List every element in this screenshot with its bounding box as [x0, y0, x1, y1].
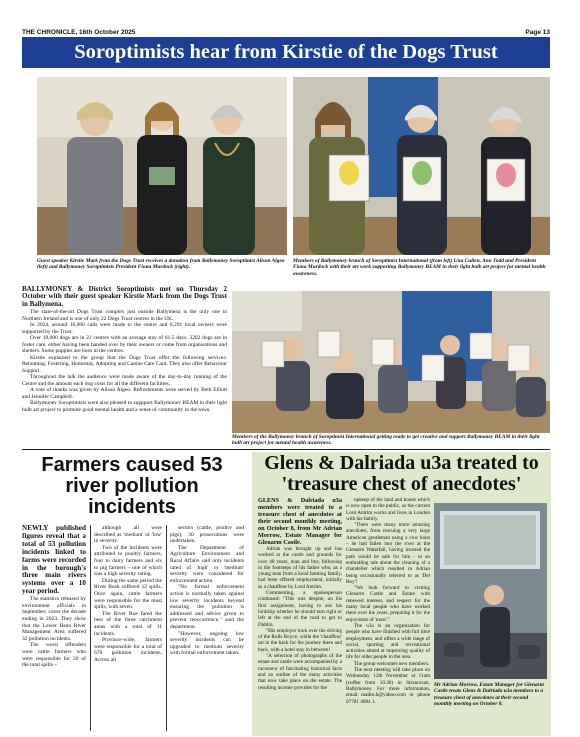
- photo-adrian-morrow: [434, 503, 547, 679]
- soroptimists-article: [22, 286, 227, 432]
- article-paragraph: In 2024, around 16,000 calls were made to the centre and 8,291 local owners were supported by the Trust.: [22, 322, 227, 335]
- caption-photo2: Members of Ballymoney branch of Soroptimist International (from left) Una Cullen, Ann Todd and President Fiona Murdock with their art work supporting Ballymoney BEAM in their light bulb art project for mental health awareness.: [293, 258, 546, 277]
- caption-photo4: Mr Adrian Morrow, Estate Manager for Glenarm Castle treats Glens & Dalriada u3a members to a treasure chest of anecdotes at their second monthly meeting on October 8.: [434, 682, 544, 707]
- page-header: [22, 27, 550, 37]
- glens-paragraph: "We look forward to visiting Glenarm Castle and Estate with renewed interest, and respect for the many local people who have worked there over the years, preparing it for the enjoyment of 'most'.": [346, 585, 430, 623]
- farmers-paragraph: "No formal enforcement action is normally taken against low severity incidents beyond ensuring the pollution is addressed and advice given to prevent reoccurrence," said the department.: [170, 584, 244, 630]
- caption-photo3: Members of the Ballymoney branch of Soroptimist International getting ready to get creative and support Ballymoney BEAM in their light bulb art project for mental health awareness.: [232, 434, 540, 447]
- column-rule: [166, 525, 167, 731]
- article-lead: BALLYMONEY & District Soroptimists met on Thursday 2 October with their guest speaker Kirstie Mark from the Dogs Trust in Ballymena.: [22, 286, 227, 308]
- photo-dogs-trust-donation: [37, 77, 287, 255]
- farmers-headline: Farmers caused 53 river pollution incidents: [41, 454, 223, 518]
- article-paragraph: Over 10,000 dogs are in 22 centres with an average stay of 61.5 days. 3202 dogs are in foster care, either having been handed over by their owners or come from organisations and shelters. Some puppies are born in the centres.: [22, 335, 227, 355]
- farmers-column-1: [22, 525, 86, 733]
- farmers-paragraph: although all were described as 'medium' or 'low' in severity.: [94, 525, 162, 545]
- article-paragraph: A vote of thanks was given by Alison Algeo. Refreshments were served by Beth Elliott and Jennifer Campbell.: [22, 387, 227, 400]
- glens-paragraph: The u3a is an organisation for people who have finished with full time employment, and offers a wide range of social, sporting and recreational activities aimed at improving quality of life for older people in the area.: [346, 622, 430, 661]
- photo-beam-lightbulb-art: [293, 77, 550, 255]
- farmers-column-2: [94, 525, 162, 733]
- farmers-paragraph: The statistics released by environment officials in September, cover the decade ending in 2023. They show that the Lower Bann River Management Area suffered 32 pollution incidents.: [22, 596, 86, 642]
- glens-paragraph: "A selection of photographs of the estate and castle were accompanied by a raconteur of fascinating historical facts and an outline of the many activities that now take place on the estate. The resulting income provides for the: [258, 653, 342, 691]
- glens-headline: Glens & Dalriada u3a treated to 'treasure chest of anecdotes': [264, 452, 539, 495]
- glens-column-2: [346, 497, 430, 733]
- masthead: THE CHRONICLE, 16th October 2025: [22, 28, 136, 36]
- glens-paragraph: "His employer took over the driving of the Rolls Royce, while the 'chauffeur' sat in the back for the journey there and back, with a hotel stay in between!: [258, 627, 342, 653]
- banner-title: Soroptimists hear from Kirstie of the Dogs Trust: [74, 41, 498, 63]
- farmers-paragraph: The River Roe fared the best of the three catchment areas with a total of 11 incidents.: [94, 610, 162, 637]
- glens-paragraph: The group welcomes new members.: [354, 660, 430, 667]
- farmers-paragraph: The Department of Agriculture Environment and Rural Affairs said only incidents rated of 'high' or 'medium' severity were considered for enforcement action.: [170, 544, 244, 584]
- photo-soroptimists-group: [232, 291, 550, 433]
- farmers-lead: NEWLY published figures reveal that a total of 53 pollution incidents linked to farms were recorded in the borough's three main rivers systems over a 10 year period.: [22, 525, 86, 596]
- farmers-paragraph: Province-wide, farmers were responsible for a total of 678 pollution incidents. Across all: [94, 637, 162, 663]
- section-divider: [22, 449, 550, 450]
- farmers-paragraph: The worst offenders were cattle farmers who were responsible for 20 of the total spills –: [22, 642, 86, 669]
- article-paragraph: Kirstie explained to the group that the Dogs Trust offer the following services: Rehoming, Fostering, Homestay, Adopting and Canine Care Card. They also offer Behaviour Support.: [22, 354, 227, 374]
- caption-photo1: Guest speaker Kirstie Mark from the Dogs Trust receives a donation from Ballymoney Soroptimist Alison Algeo (left) and Ballymoney Soroptimists President Fiona Murdock (right).: [37, 258, 285, 271]
- farmers-column-3: [170, 525, 244, 733]
- farmers-paragraph: sectors (cattle, poultry and pigs), 30 prosecutions were undertaken.: [170, 525, 244, 545]
- glens-paragraph: The next meeting will take place on Wednesday 12th November at 11am (coffee from 10.30) in Stranocum, Ballymoney. For more information, email mailto.h@yahoo.com or phone 07781 4884 1.: [346, 667, 430, 705]
- glens-column-1: [258, 497, 342, 733]
- page-number: Page 13: [525, 28, 550, 36]
- article-paragraph: Throughout the talk the audience were made aware of the day-to-day running of the Centre and the amount each dog costs for all the different facilities.: [22, 374, 227, 387]
- glens-paragraph: "There were many more amusing anecdotes, from rescuing a very large American gentleman using a cow hoist – he had fallen into the river at the Glenarm Waterfall, having insisted the path would be safe for him - to an enthralling tale about the cleaning of a chandelier which resulted in Adrian being occasionally referred to as 'Del Boy'!: [346, 522, 430, 585]
- glens-paragraph: Commenting, a spokesperson continued: "This was despite, on his first assignment, having to ask his lordship whether he should turn right or left at the end of the road to get to Dublin.: [258, 590, 342, 628]
- farmers-paragraph: Two of the incidents were attributed to poultry farmers, four to dairy farmers and six to pig farmers – one of which was a high severity rating.: [94, 544, 162, 578]
- column-rule: [90, 525, 91, 731]
- glens-paragraph: upkeep of the land and house which is now open to the public, as the current Lord Antrim works and lives in London with his family.: [346, 497, 430, 522]
- glens-paragraph: Adrian was brought up and has worked at the castle and grounds for over 40 years, man and boy, following in the footsteps of his father who, as a young man from a local farming family, had been offered employment, initially as a chauffeur by Lord Antrim.: [258, 546, 342, 590]
- farmers-paragraph: During the same period the River Bush suffered 12 spills. Once again, cattle farmers were responsible for the most spills, with seven.: [94, 577, 162, 611]
- article-paragraph: The state-of-the-art Dogs Trust complex just outside Ballymena is the only one in Northern Ireland and is one of only 22 Dogs Trust centres in the UK.: [22, 309, 227, 322]
- article-paragraph: Ballymoney Soroptimists were also pleased to suppport Ballymoney BEAM in their light bulb art project to promote good mental health and a sense of community in the town.: [22, 400, 227, 413]
- soroptimists-banner: [22, 37, 550, 68]
- glens-lead: GLENS & Dalriada u3a members were treated to a treasure chest of anecdotes at their second monthly meeting, on October 8, from Mr Adrian Morrow, Estate Manager for Glenarm Castle.: [258, 497, 342, 546]
- farmers-paragraph: "However, ongoing low severity incidents can be upgraded to medium severity with formal enforcement taken.: [170, 630, 244, 657]
